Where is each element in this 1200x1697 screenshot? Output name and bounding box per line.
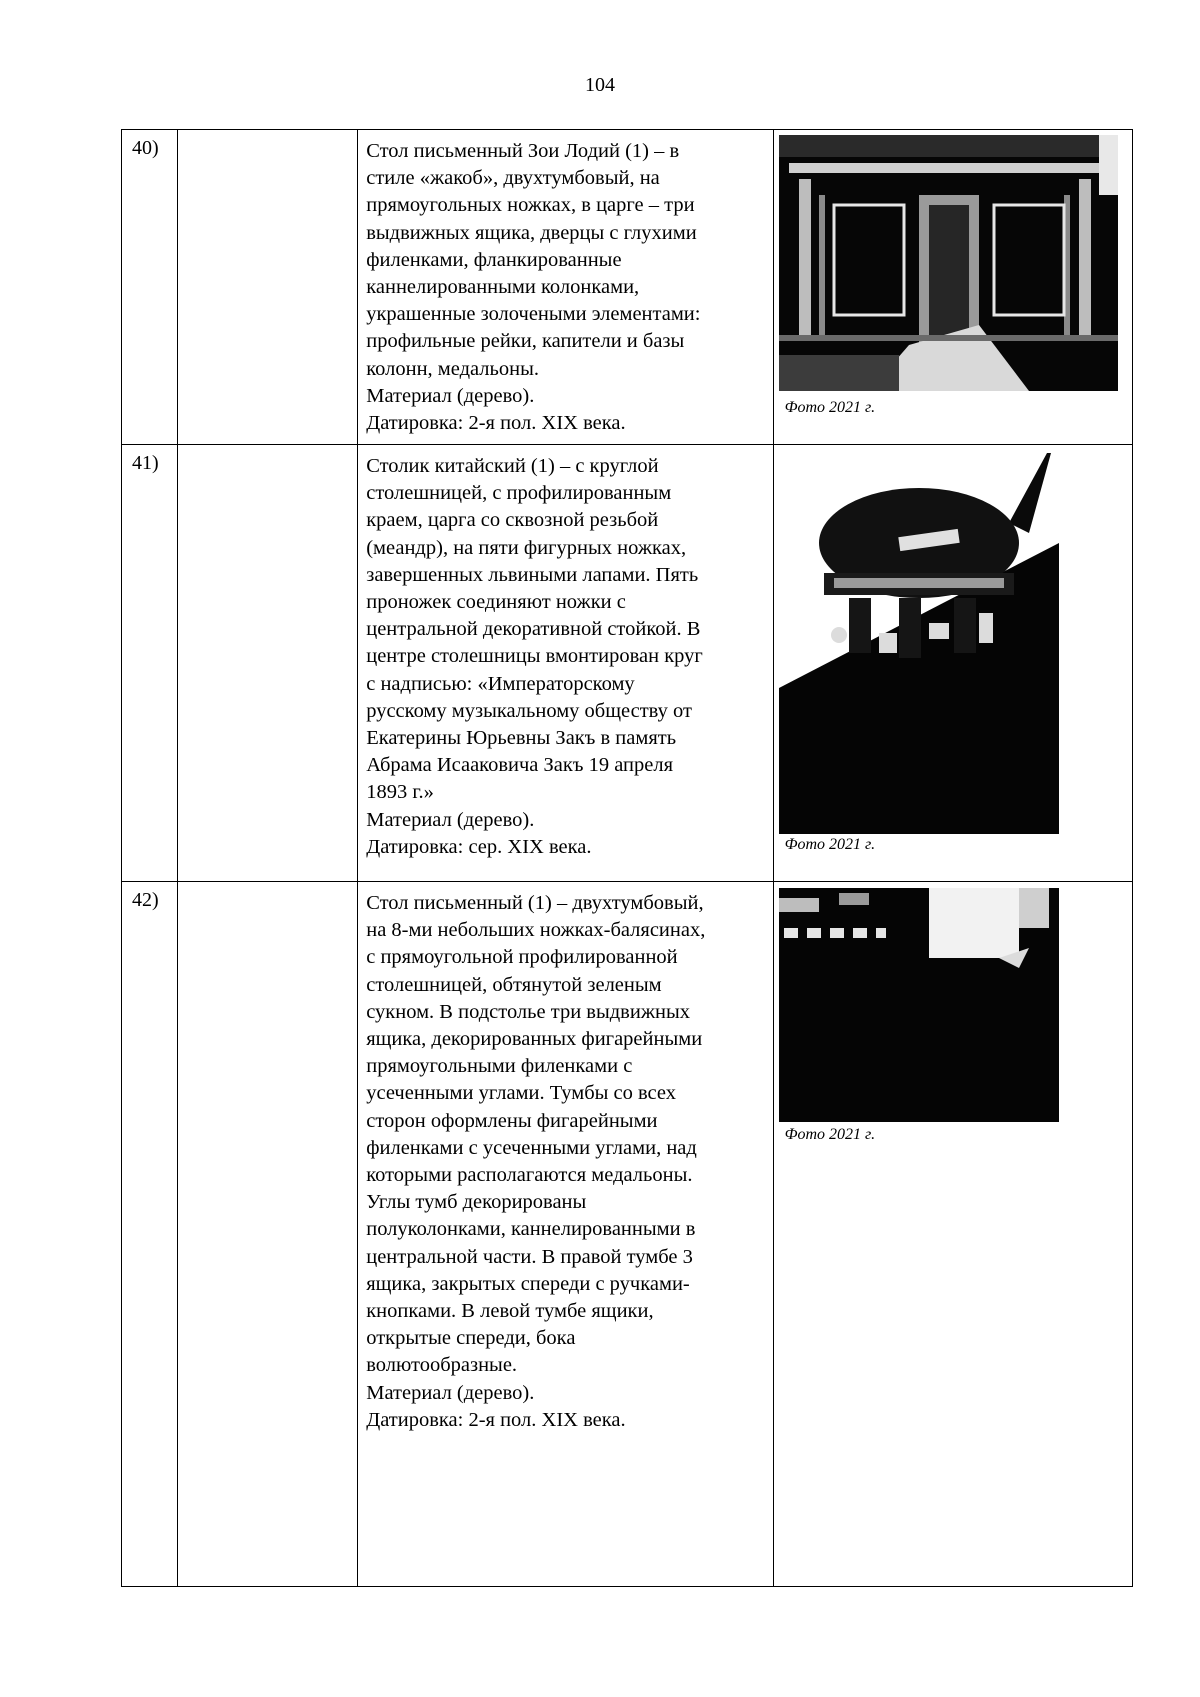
item-description: Столик китайский (1) – с круглой столешницей, с профилированным краем, царга со сквозной резьбой (меандр), на пяти фигурных ножках, завершенных львиными лапами. Пять проножек соединяют ножки с центральной декоративной стойкой. В центре столешницы вмонтирован круг с надписью: «Императорскому русскому музыкальному обществу от Екатерины Юрьевны Закъ в память Абрама Исааковича Закъ 19 апреля 1893 г.» Материал (дерево). Датировка: сер. XIX века. — [366, 455, 703, 858]
table-row — [122, 882, 1133, 1587]
item-description: Стол письменный (1) – двухтумбовый, на 8-ми небольших ножках-балясинах, с прямоугольной профилированной столешницей, обтянутой зеленым сукном. В подстолье три выдвижных ящика, декорированных фигарейными прямоугольными филенками с усеченными углами. Тумбы со всех сторон оформлены фигарейными филенками с усеченными углами, над которыми располагаются медальоны. Углы тумб декорированы полуколонками, каннелированными в центральной части. В правой тумбе 3 ящика, закрытых спереди с ручками- кнопками. В левой тумбе ящики, открытые спереди, бока волютообразные. Материал (дерево). Датировка: 2-я пол. XIX века. — [366, 892, 706, 1431]
description-cell — [358, 130, 773, 445]
description-cell — [358, 882, 773, 1587]
empty-cell — [178, 445, 358, 882]
empty-cell — [178, 882, 358, 1587]
row-number-cell — [122, 882, 178, 1587]
description-cell — [358, 445, 773, 882]
table-row — [122, 130, 1133, 445]
photo-cell — [773, 445, 1132, 882]
row-number: 42) — [132, 889, 159, 911]
desk-photo — [779, 135, 1118, 391]
item-description: Стол письменный Зои Лодий (1) – в стиле «жакоб», двухтумбовый, на прямоугольных ножках, в царге – три выдвижных ящика, дверцы с глухими филенками, фланкированные каннелированными колонками, украшенные золочеными элементами: профильные рейки, капители и базы колонн, медальоны. Материал (дерево). Датировка: 2-я пол. XIX века. — [366, 140, 701, 435]
photo-cell — [773, 130, 1132, 445]
registry-table — [121, 129, 1133, 1587]
photo-caption: Фото 2021 г. — [784, 1126, 876, 1143]
writing-desk-photo — [779, 888, 1059, 1122]
empty-cell — [178, 130, 358, 445]
row-number-cell — [122, 130, 178, 445]
table-row — [122, 445, 1133, 882]
photo-cell — [773, 882, 1132, 1587]
photo-caption: Фото 2021 г. — [784, 836, 876, 853]
row-number: 40) — [132, 137, 159, 159]
round-table-photo — [779, 453, 1059, 834]
row-number: 41) — [132, 452, 159, 474]
page-number: 104 — [585, 74, 615, 96]
row-number-cell — [122, 445, 178, 882]
photo-caption: Фото 2021 г. — [784, 399, 876, 416]
